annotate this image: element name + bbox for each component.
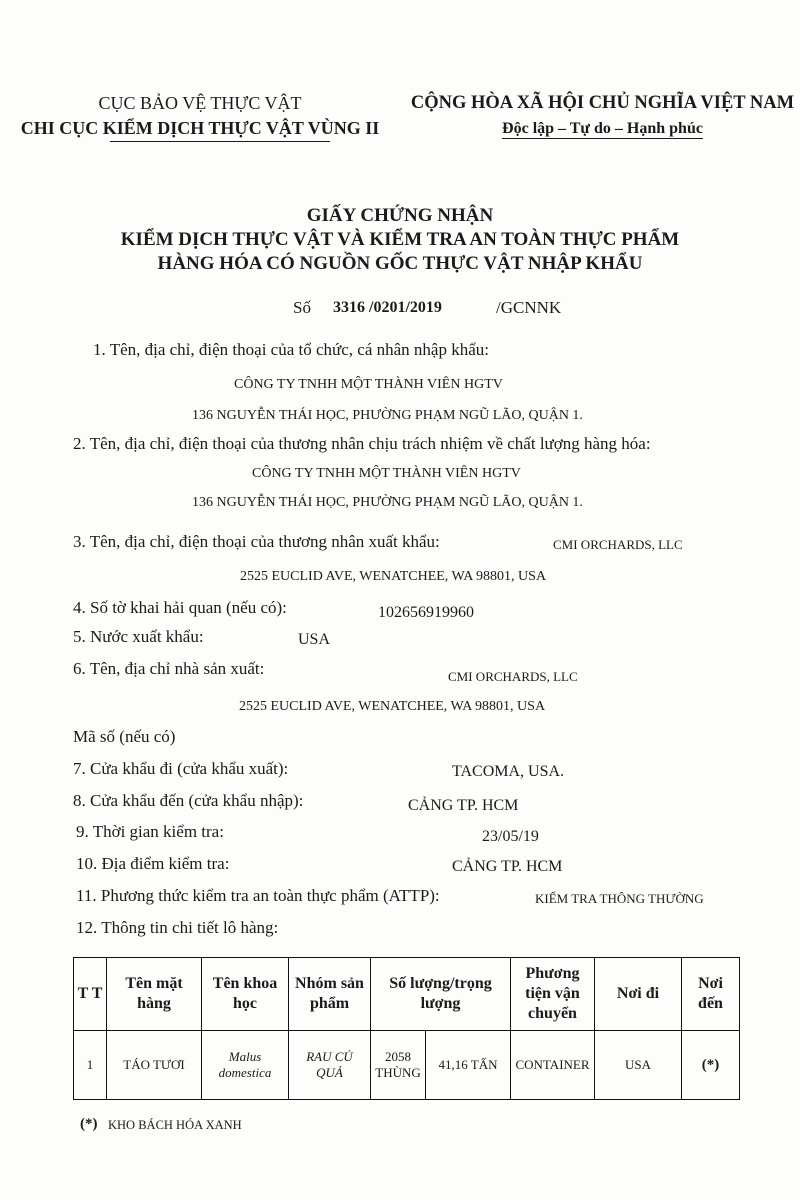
col-tt: T T (74, 958, 107, 1031)
motto-text: Độc lập – Tự do – Hạnh phúc (502, 120, 703, 137)
field-12-label: 12. Thông tin chi tiết lô hàng: (76, 918, 279, 937)
cell-origin: USA (595, 1031, 682, 1100)
col-scientific-name: Tên khoa học (202, 958, 289, 1031)
field-1-address: 136 NGUYỄN THÁI HỌC, PHƯỜNG PHẠM NGŨ LÃO, QUẬN 1. (192, 408, 583, 423)
cell-item-name: TÁO TƯƠI (107, 1031, 202, 1100)
field-6-address: 2525 EUCLID AVE, WENATCHEE, WA 98801, USA (239, 699, 546, 714)
arrival-gate: CẢNG TP. HCM (408, 797, 519, 814)
field-7-label: 7. Cửa khẩu đi (cửa khẩu xuất): (73, 759, 289, 778)
table-header-row (74, 958, 740, 1031)
field-4-label: 4. Số tờ khai hải quan (nếu có): (73, 598, 287, 617)
field-2-name: CÔNG TY TNHH MỘT THÀNH VIÊN HGTV (252, 466, 521, 481)
footnote-text: KHO BÁCH HÓA XANH (108, 1118, 242, 1132)
country-name: CỘNG HÒA XÃ HỘI CHỦ NGHĨA VIỆT NAM (410, 93, 795, 113)
col-origin: Nơi đi (595, 958, 682, 1031)
col-quantity: Số lượng/trọng lượng (371, 958, 511, 1031)
cell-product-group: RAU CỦ QUẢ (289, 1031, 371, 1100)
sub-agency-name: CHI CỤC KIỂM DỊCH THỰC VẬT VÙNG II (20, 118, 380, 138)
col-transport: Phương tiện vận chuyển (511, 958, 595, 1031)
field-2-address: 136 NGUYỄN THÁI HỌC, PHƯỜNG PHẠM NGŨ LÃO, QUẬN 1. (192, 495, 583, 510)
title-line-3: HÀNG HÓA CÓ NGUỒN GỐC THỰC VẬT NHẬP KHẨU (157, 253, 643, 274)
number-prefix: Số (293, 298, 311, 317)
col-product-group: Nhóm sản phẩm (289, 958, 371, 1031)
code-label: Mã số (nếu có) (73, 727, 176, 746)
field-6-label: 6. Tên, địa chỉ nhà sản xuất: (73, 659, 265, 678)
inspection-method: KIỂM TRA THÔNG THƯỜNG (535, 891, 704, 906)
agency-name: CỤC BẢO VỆ THỰC VẬT (98, 93, 302, 113)
header-divider (110, 141, 330, 142)
field-3-address: 2525 EUCLID AVE, WENATCHEE, WA 98801, USA (240, 569, 547, 584)
export-country: USA (298, 631, 331, 648)
field-6-name: CMI ORCHARDS, LLC (448, 669, 578, 684)
field-3-name: CMI ORCHARDS, LLC (553, 537, 683, 552)
field-3-label: 3. Tên, địa chỉ, điện thoại của thương nhân xuất khẩu: (73, 532, 440, 551)
field-8-label: 8. Cửa khẩu đến (cửa khẩu nhập): (73, 791, 304, 810)
cell-quantity: 2058 THÙNG (371, 1031, 426, 1100)
inspection-date: 23/05/19 (482, 828, 539, 845)
field-2-label: 2. Tên, địa chỉ, điện thoại của thương nhân chịu trách nhiệm về chất lượng hàng hóa: (73, 434, 651, 453)
departure-gate: TACOMA, USA. (452, 763, 565, 780)
field-11-label: 11. Phương thức kiểm tra an toàn thực phẩm (ATTP): (76, 886, 440, 905)
field-9-label: 9. Thời gian kiểm tra: (76, 822, 224, 841)
field-1-name: CÔNG TY TNHH MỘT THÀNH VIÊN HGTV (234, 377, 503, 392)
title-line-2: KIỂM DỊCH THỰC VẬT VÀ KIỂM TRA AN TOÀN THỰC PHẨM (120, 229, 680, 250)
field-1-label: 1. Tên, địa chỉ, điện thoại của tổ chức, cá nhân nhập khẩu: (93, 340, 489, 359)
inspection-location: CẢNG TP. HCM (452, 858, 563, 875)
col-destination: Nơi đến (682, 958, 740, 1031)
cell-transport: CONTAINER (511, 1031, 595, 1100)
cell-weight: 41,16 TẤN (426, 1031, 511, 1100)
cell-destination: (*) (682, 1031, 740, 1100)
field-5-label: 5. Nước xuất khẩu: (73, 627, 204, 646)
number-suffix: /GCNNK (496, 298, 562, 317)
table-row (74, 1031, 740, 1100)
customs-declaration-number: 102656919960 (378, 604, 474, 621)
field-10-label: 10. Địa điểm kiểm tra: (76, 854, 230, 873)
cell-scientific-name: Malus domestica (202, 1031, 289, 1100)
certificate-number: 3316 /0201/2019 (333, 299, 442, 316)
col-item-name: Tên mặt hàng (107, 958, 202, 1031)
shipment-table (73, 957, 740, 1100)
cell-tt: 1 (74, 1031, 107, 1100)
motto (405, 120, 800, 138)
title-line-1: GIẤY CHỨNG NHẬN (306, 205, 494, 226)
footnote-mark: (*) (80, 1116, 98, 1132)
